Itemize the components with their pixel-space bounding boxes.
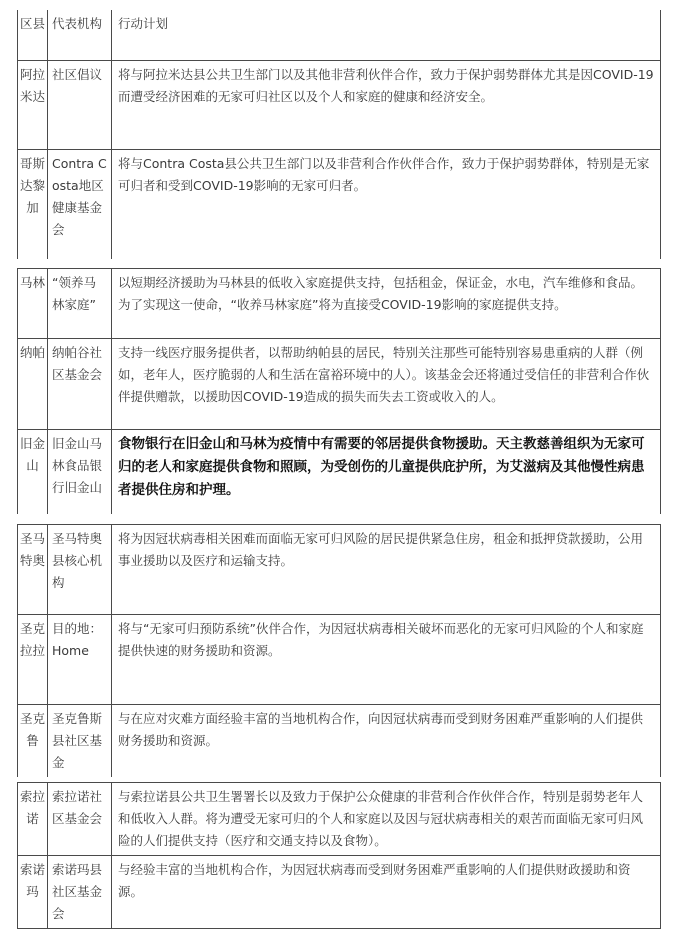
table-row: [18, 783, 661, 856]
cell-district: 索诺玛: [18, 856, 48, 929]
table-row: [18, 525, 661, 615]
table-row: [18, 856, 661, 929]
cell-action-plan: 以短期经济援助为马林县的低收入家庭提供支持，包括租金，保证金，水电，汽车维修和食品。为了实现这一使命，“收养马林家庭”将为直接受COVID-19影响的家庭提供支持。: [112, 269, 661, 339]
cell-district: 索拉诺: [18, 783, 48, 856]
table-header-row: [18, 10, 661, 60]
cell-action-plan: 将与“无家可归预防系统”伙伴合作，为因冠状病毒相关破坏而恶化的无家可归风险的个人和家庭提供快速的财务援助和资源。: [112, 615, 661, 705]
header-district: 区县: [18, 10, 48, 60]
cell-action-plan: 与索拉诺县公共卫生署署长以及致力于保护公众健康的非营利合作伙伴合作，特别是弱势老年人和低收入人群。将为遭受无家可归的个人和家庭以及因与冠状病毒相关的艰苦而面临无家可归风险的人们提供支持（医疗和交通支持以及食物）。: [112, 783, 661, 856]
cell-action-plan: 支持一线医疗服务提供者，以帮助纳帕县的居民，特别关注那些可能特别容易患重病的人群（例如，老年人，医疗脆弱的人和生活在富裕环境中的人）。该基金会还将通过受信任的非营利合作伙伴提供赠款，以援助因COVID-19造成的损失而失去工资或收入的人。: [112, 339, 661, 430]
table-row: [18, 149, 661, 259]
cell-organization: 纳帕谷社区基金会: [48, 339, 112, 430]
cell-district: 旧金山: [18, 430, 48, 514]
cell-action-plan: 与在应对灾难方面经验丰富的当地机构合作，向因冠状病毒而受到财务困难严重影响的人们提供财务援助和资源。: [112, 705, 661, 778]
cell-organization: 目的地：Home: [48, 615, 112, 705]
cell-organization: 圣克鲁斯县社区基金: [48, 705, 112, 778]
table-row: [18, 615, 661, 705]
cell-district: 纳帕: [18, 339, 48, 430]
cell-organization: 社区倡议: [48, 60, 112, 149]
cell-district: 哥斯达黎加: [18, 149, 48, 259]
table-row: [18, 269, 661, 339]
table-row: [18, 430, 661, 514]
cell-district: 圣克拉拉: [18, 615, 48, 705]
cell-action-plan: 将为因冠状病毒相关困难而面临无家可归风险的居民提供紧急住房，租金和抵押贷款援助，公用事业援助以及医疗和运输支持。: [112, 525, 661, 615]
cell-action-plan: 将与阿拉米达县公共卫生部门以及其他非营利伙伴合作，致力于保护弱势群体尤其是因COVID-19而遭受经济困难的无家可归社区以及个人和家庭的健康和经济安全。: [112, 60, 661, 149]
cell-organization: 旧金山马林食品银行旧金山: [48, 430, 112, 514]
table-segment-3: [17, 524, 661, 777]
cell-action-plan: 食物银行在旧金山和马林为疫情中有需要的邻居提供食物援助。天主教慈善组织为无家可归的老人和家庭提供食物和照顾，为受创伤的儿童提供庇护所，为艾滋病及其他慢性病患者提供住房和护理。: [112, 430, 661, 514]
table-row: [18, 339, 661, 430]
table-segment-2: [17, 268, 661, 514]
header-organization: 代表机构: [48, 10, 112, 60]
cell-district: 阿拉米达: [18, 60, 48, 149]
table-segment-1: [17, 10, 661, 259]
cell-organization: Contra Costa地区健康基金会: [48, 149, 112, 259]
cell-district: 圣克鲁: [18, 705, 48, 778]
table-segment-4: [17, 782, 661, 929]
header-action-plan: 行动计划: [112, 10, 661, 60]
cell-district: 马林: [18, 269, 48, 339]
table-row: [18, 60, 661, 149]
cell-action-plan: 将与Contra Costa县公共卫生部门以及非营利合作伙伴合作，致力于保护弱势群体，特别是无家可归者和受到COVID-19影响的无家可归者。: [112, 149, 661, 259]
cell-organization: 圣马特奥县核心机构: [48, 525, 112, 615]
cell-organization: 索诺玛县社区基金会: [48, 856, 112, 929]
cell-district: 圣马特奥: [18, 525, 48, 615]
cell-action-plan: 与经验丰富的当地机构合作，为因冠状病毒而受到财务困难严重影响的人们提供财政援助和资源。: [112, 856, 661, 929]
cell-organization: “领养马林家庭”: [48, 269, 112, 339]
cell-organization: 索拉诺社区基金会: [48, 783, 112, 856]
table-row: [18, 705, 661, 778]
